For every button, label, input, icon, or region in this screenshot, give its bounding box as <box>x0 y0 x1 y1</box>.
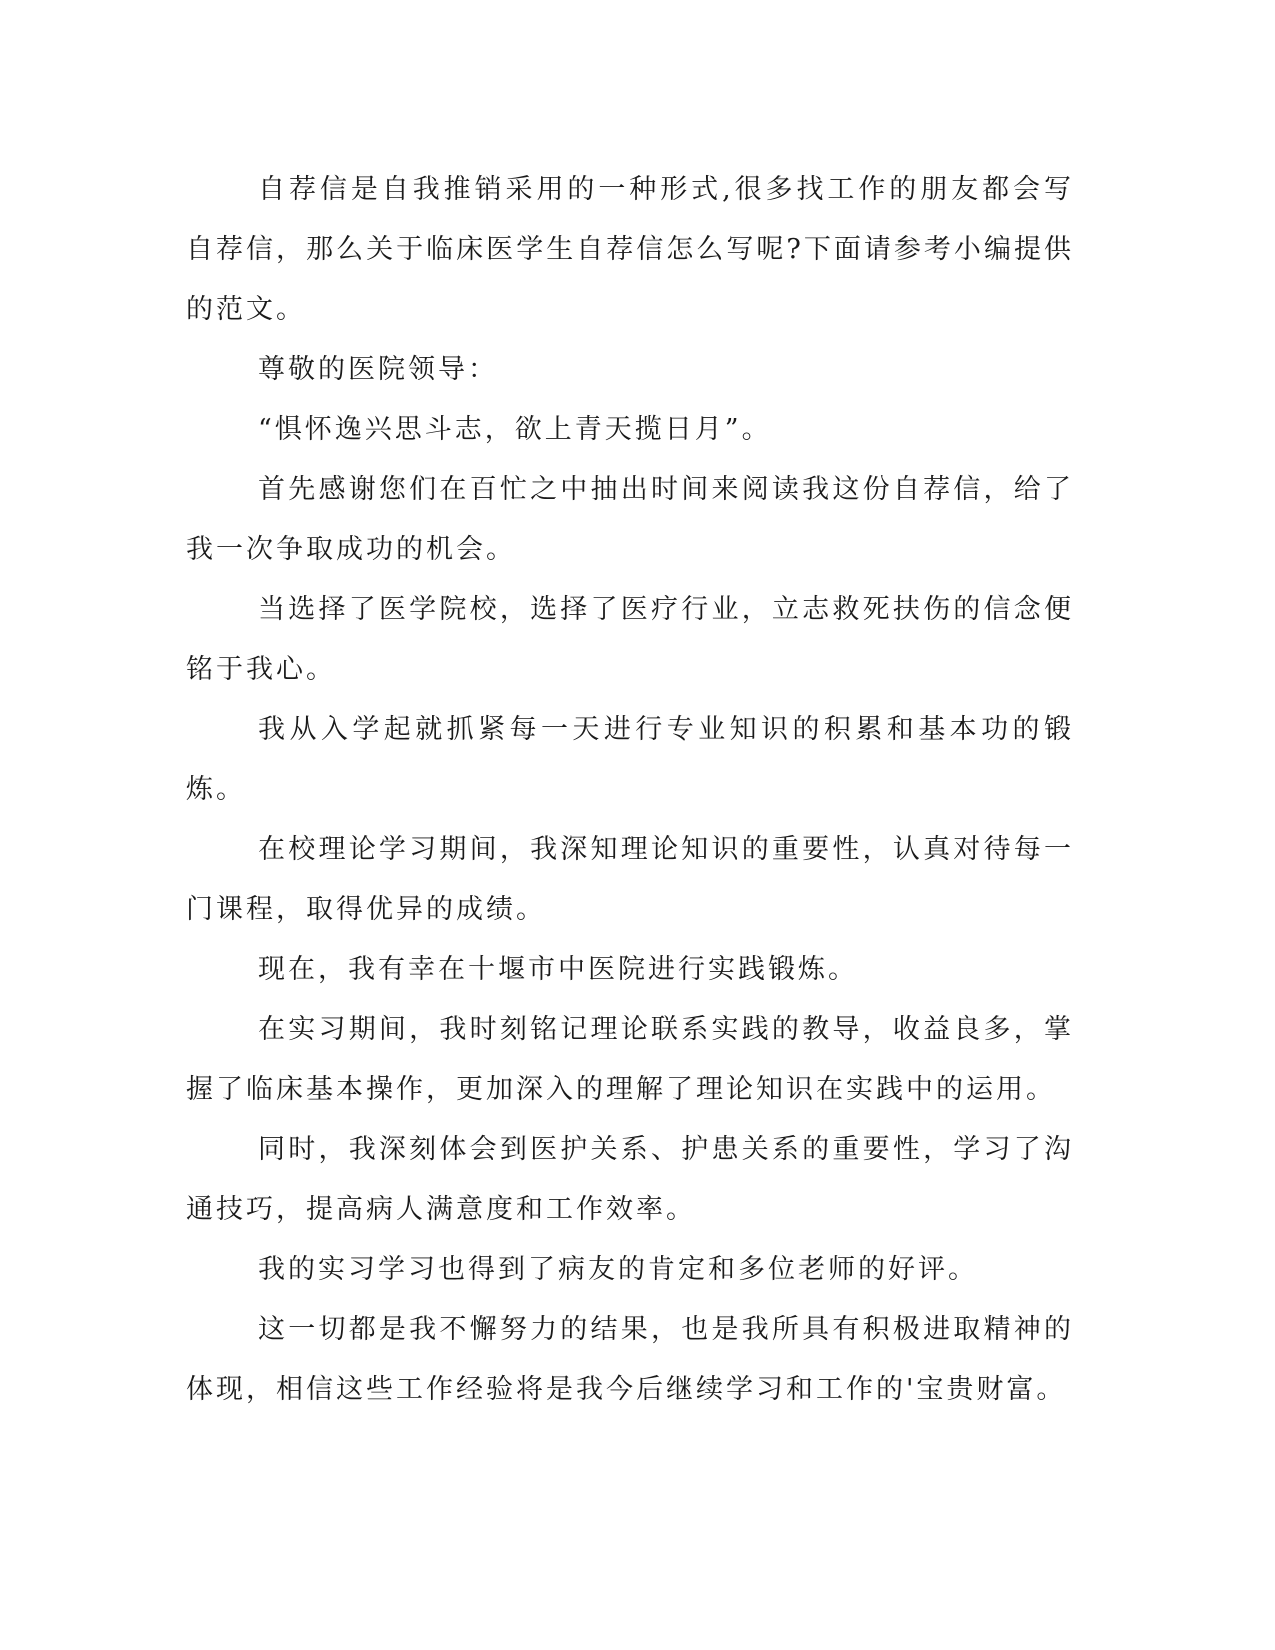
paragraph-thanks: 首先感谢您们在百忙之中抽出时间来阅读我这份自荐信，给了我一次争取成功的机会。 <box>186 474 1074 565</box>
paragraph-quote: “惧怀逸兴思斗志，欲上青天揽日月”。 <box>258 414 772 445</box>
paragraph-relations: 同时，我深刻体会到医护关系、护患关系的重要性，学习了沟通技巧，提高病人满意度和工作效率。 <box>186 1134 1074 1225</box>
paragraph-theory: 在校理论学习期间，我深知理论知识的重要性，认真对待每一门课程，取得优异的成绩。 <box>186 834 1074 925</box>
paragraph-intro: 自荐信是自我推销采用的一种形式,很多找工作的朋友都会写自荐信，那么关于临床医学生自荐信怎么写呢?下面请参考小编提供的范文。 <box>186 174 1074 325</box>
letter-body <box>186 160 1074 1420</box>
paragraph-salutation: 尊敬的医院领导： <box>258 354 498 385</box>
paragraph-conclusion: 这一切都是我不懈努力的结果，也是我所具有积极进取精神的体现，相信这些工作经验将是我今后继续学习和工作的'宝贵财富。 <box>186 1314 1074 1405</box>
paragraph-study: 我从入学起就抓紧每一天进行专业知识的积累和基本功的锻炼。 <box>186 714 1074 805</box>
paragraph-choice: 当选择了医学院校，选择了医疗行业，立志救死扶伤的信念便铭于我心。 <box>186 594 1074 685</box>
paragraph-praise: 我的实习学习也得到了病友的肯定和多位老师的好评。 <box>258 1254 978 1285</box>
paragraph-practice: 现在，我有幸在十堰市中医院进行实践锻炼。 <box>258 954 858 985</box>
paragraph-internship: 在实习期间，我时刻铭记理论联系实践的教导，收益良多，掌握了临床基本操作，更加深入的理解了理论知识在实践中的运用。 <box>186 1014 1074 1105</box>
